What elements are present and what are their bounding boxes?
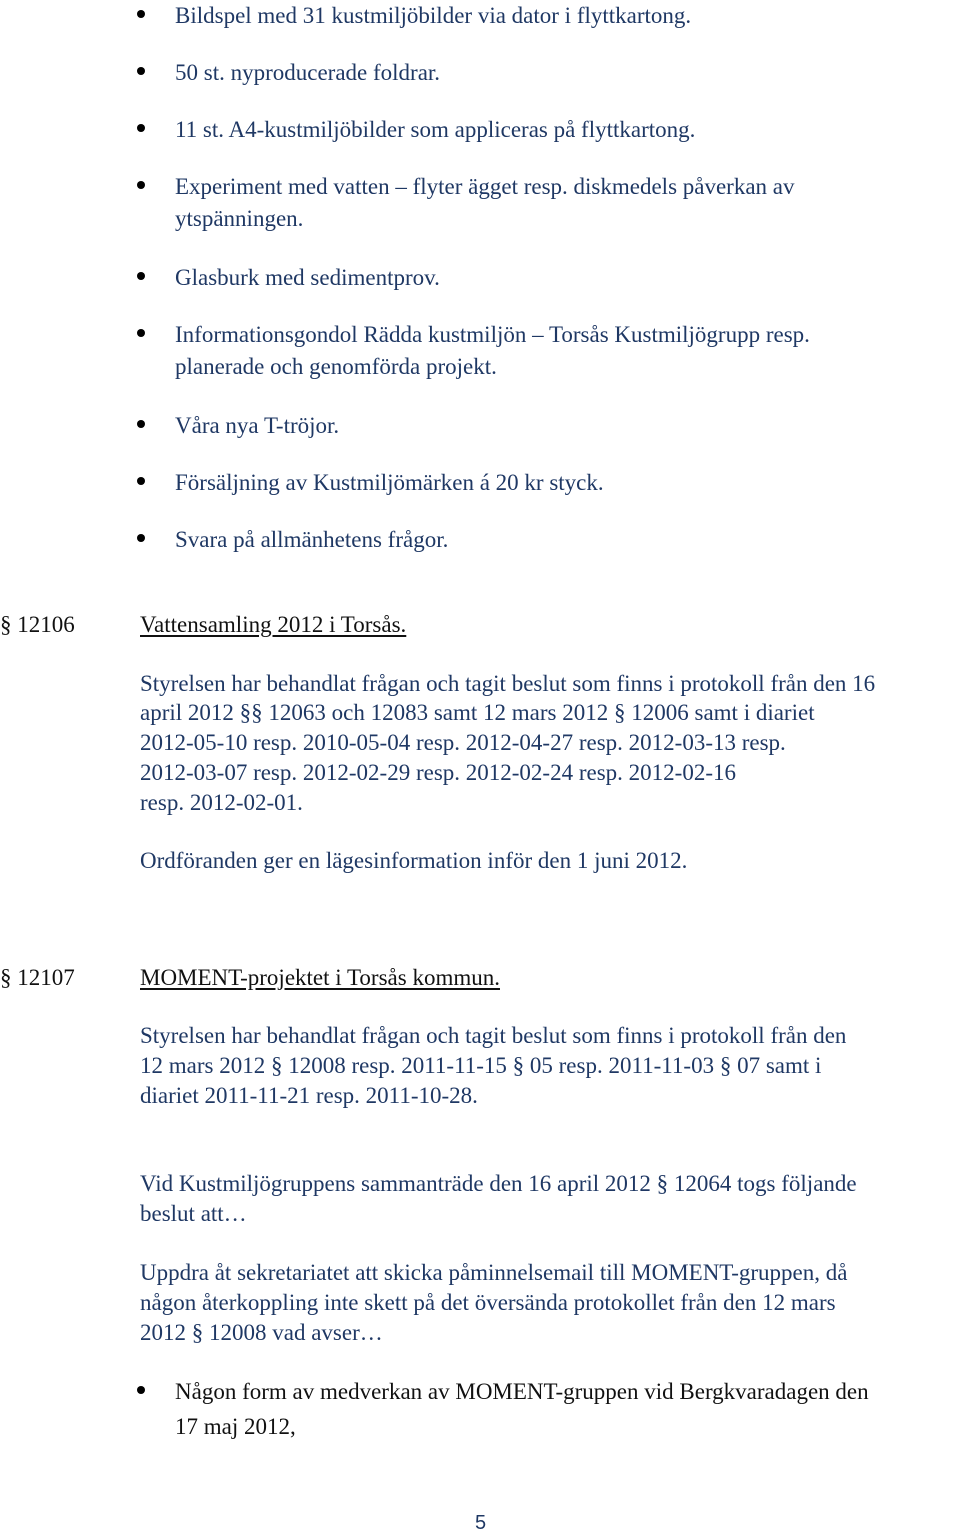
list-item: 50 st. nyproducerade foldrar.: [175, 60, 441, 85]
page-number: 5: [475, 1512, 487, 1534]
bullet-dot: [137, 420, 145, 428]
list-item: Svara på allmänhetens frågor.: [175, 527, 449, 552]
section-title: MOMENT-projektet i Torsås kommun.: [140, 965, 500, 990]
list-item: Våra nya T-tröjor.: [175, 413, 340, 438]
paragraph-line: 2012-05-10 resp. 2010-05-04 resp. 2012-04-27 resp. 2012-03-13 resp.: [140, 730, 786, 755]
list-item: Bildspel med 31 kustmiljöbilder via dator i flyttkartong.: [175, 3, 692, 28]
list-item: Experiment med vatten – flyter ägget resp. diskmedels påverkan av: [175, 174, 795, 199]
bullet-dot: [137, 67, 145, 75]
section-number: § 12107: [0, 965, 75, 990]
paragraph-line: beslut att…: [140, 1201, 247, 1226]
list-item: Någon form av medverkan av MOMENT-gruppen vid Bergkvaradagen den: [175, 1379, 869, 1404]
bullet-dot: [137, 534, 145, 542]
paragraph-line: Uppdra åt sekretariatet att skicka påminnelsemail till MOMENT-gruppen, då: [140, 1260, 848, 1285]
list-item-continuation: 17 maj 2012,: [175, 1414, 296, 1439]
bullet-dot: [137, 329, 145, 337]
paragraph-line: någon återkoppling inte skett på det översända protokollet från den 12 mars: [140, 1290, 836, 1315]
bullet-dot: [137, 1386, 145, 1394]
section-number: § 12106: [0, 612, 75, 637]
paragraph-line: 2012 § 12008 vad avser…: [140, 1320, 383, 1345]
paragraph-line: 12 mars 2012 § 12008 resp. 2011-11-15 § 05 resp. 2011-11-03 § 07 samt i: [140, 1053, 822, 1078]
bullet-dot: [137, 477, 145, 485]
list-item-continuation: planerade och genomförda projekt.: [175, 354, 497, 379]
paragraph-line: resp. 2012-02-01.: [140, 790, 303, 815]
list-item: Glasburk med sedimentprov.: [175, 265, 440, 290]
paragraph-line: diariet 2011-11-21 resp. 2011-10-28.: [140, 1083, 478, 1108]
paragraph-line: Ordföranden ger en lägesinformation inför den 1 juni 2012.: [140, 848, 688, 873]
bullet-dot: [137, 124, 145, 132]
bullet-dot: [137, 272, 145, 280]
list-item: Försäljning av Kustmiljömärken á 20 kr styck.: [175, 470, 604, 495]
paragraph-line: 2012-03-07 resp. 2012-02-29 resp. 2012-02-24 resp. 2012-02-16: [140, 760, 736, 785]
paragraph-line: Styrelsen har behandlat frågan och tagit beslut som finns i protokoll från den: [140, 1023, 847, 1048]
list-item-continuation: ytspänningen.: [175, 206, 304, 231]
paragraph-line: Styrelsen har behandlat frågan och tagit beslut som finns i protokoll från den 16: [140, 671, 876, 696]
paragraph-line: Vid Kustmiljögruppens sammanträde den 16 april 2012 § 12064 togs följande: [140, 1171, 857, 1196]
section-title: Vattensamling 2012 i Torsås.: [140, 612, 407, 637]
bullet-dot: [137, 181, 145, 189]
paragraph-line: april 2012 §§ 12063 och 12083 samt 12 mars 2012 § 12006 samt i diariet: [140, 700, 815, 725]
list-item: Informationsgondol Rädda kustmiljön – Torsås Kustmiljögrupp resp.: [175, 322, 810, 347]
list-item: 11 st. A4-kustmiljöbilder som appliceras på flyttkartong.: [175, 117, 696, 142]
bullet-dot: [137, 10, 145, 18]
